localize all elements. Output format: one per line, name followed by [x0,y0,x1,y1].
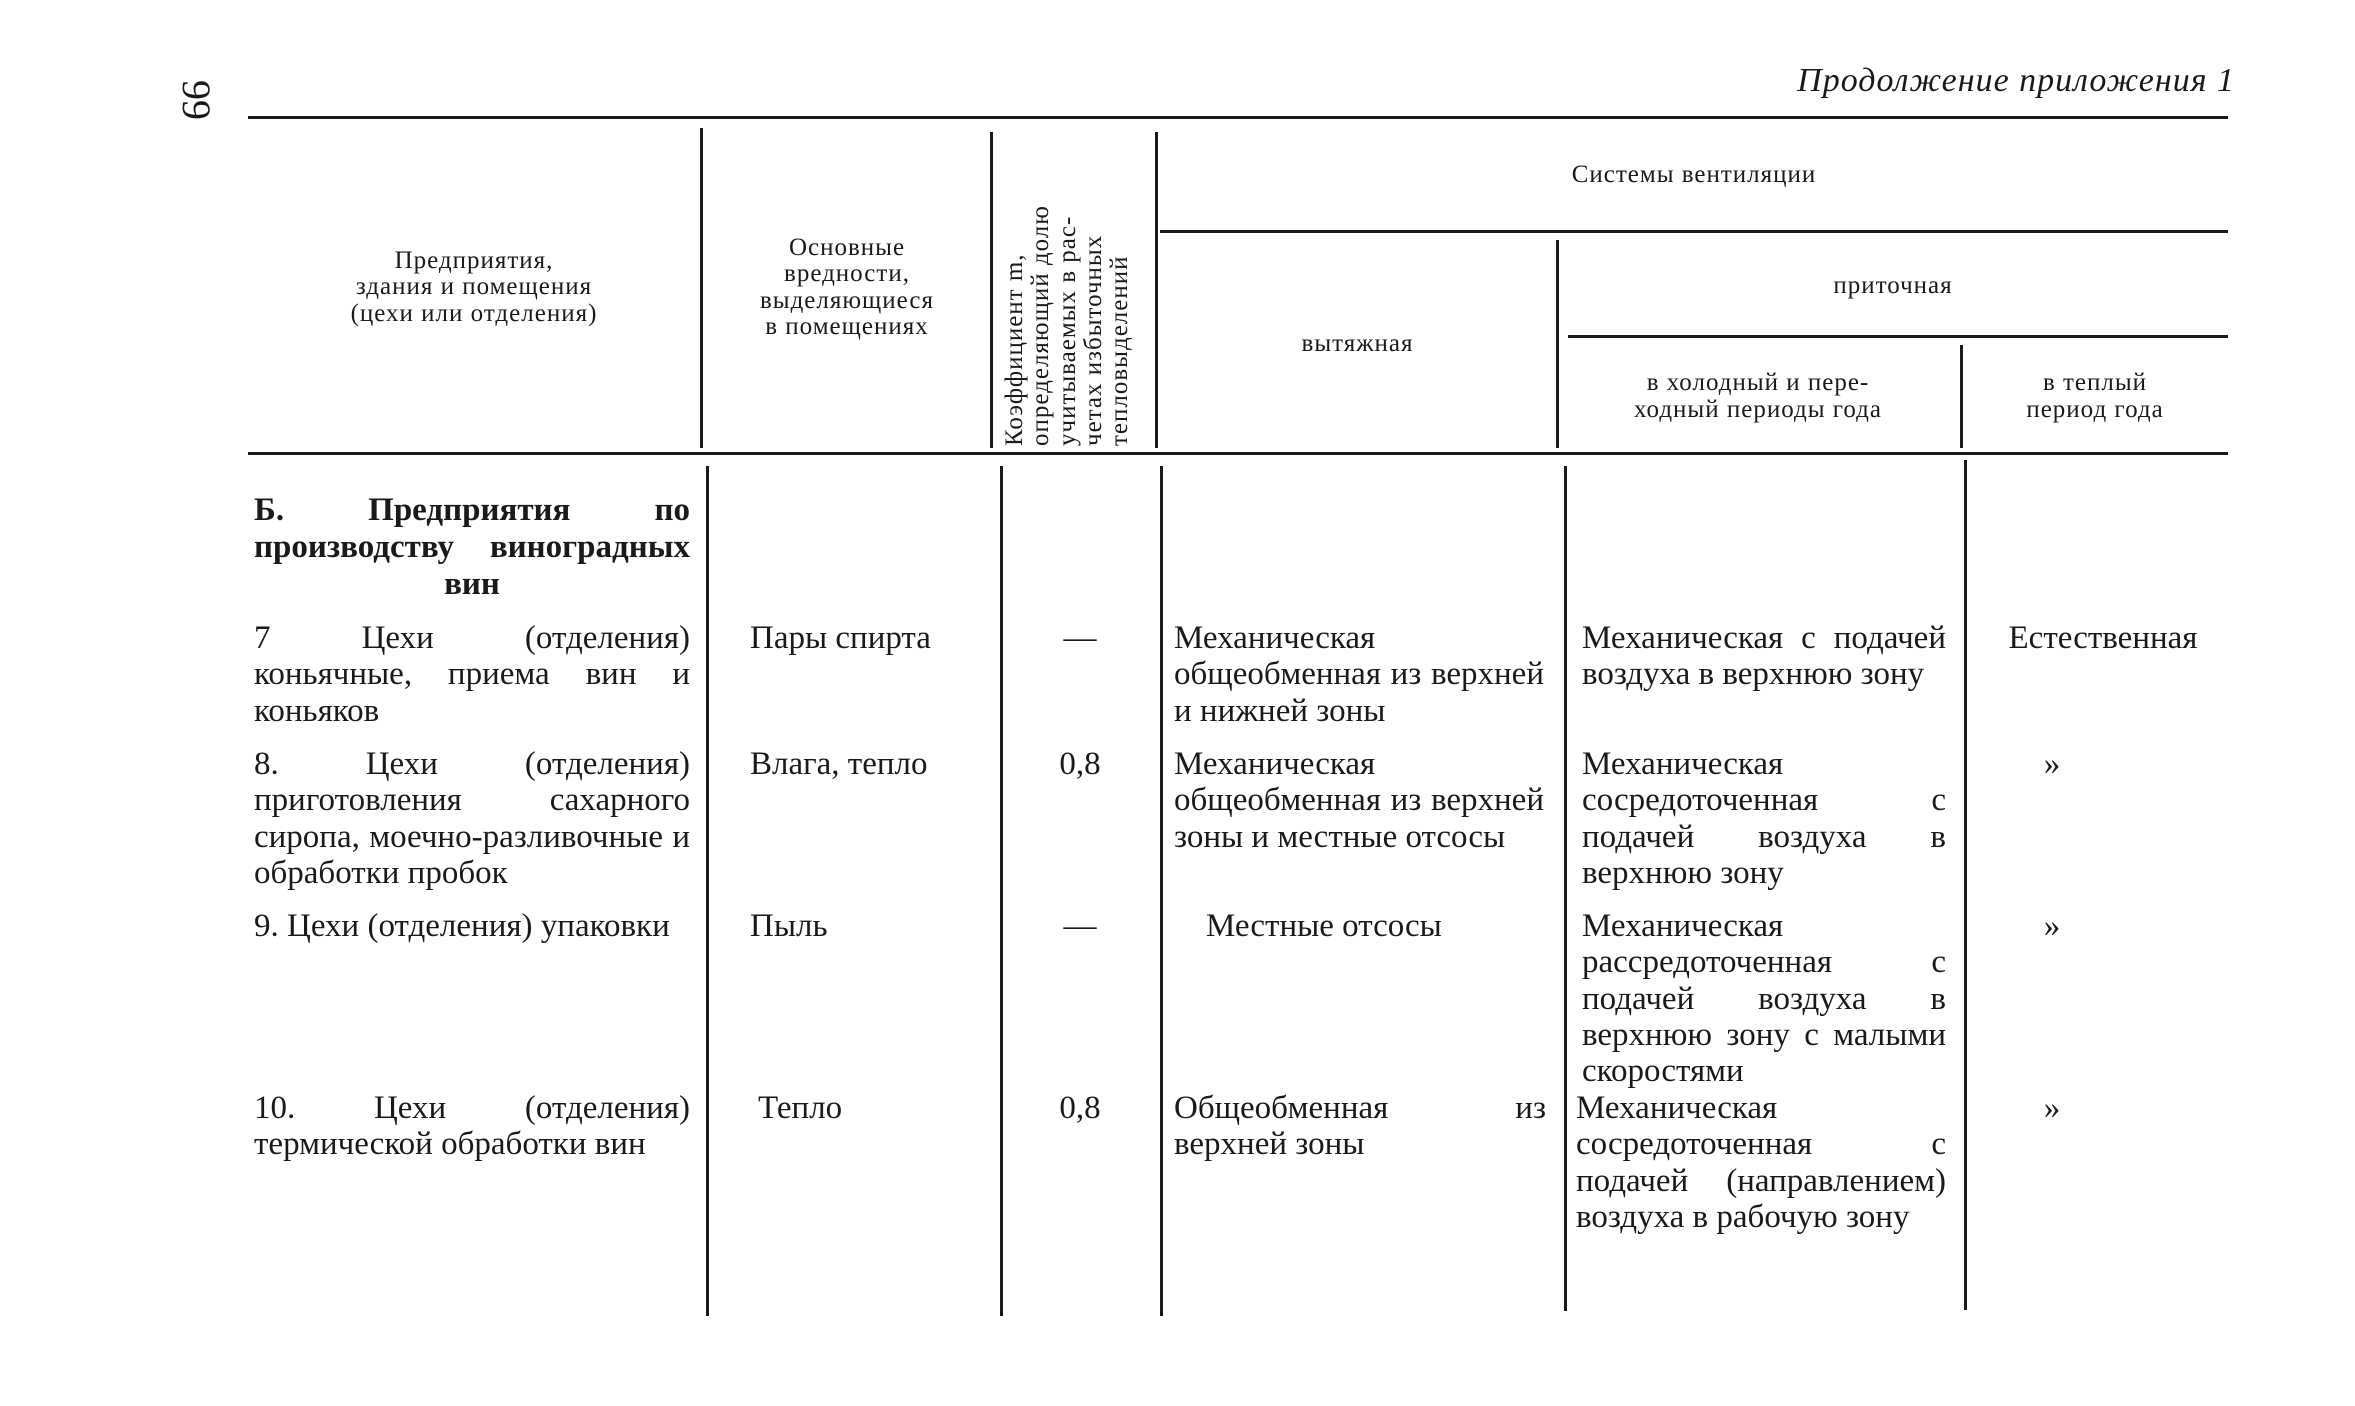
section-title: Б. Предприятия по производству виноградных вин [254,492,690,602]
header-supply-warm: в теплый период года [2026,369,2164,423]
row-9-supply-cold: Механическая рассредоточенная с подачей воздуха в верхнюю зону с малыми скоростями [1582,908,1946,1090]
row-7-premises: 7 Цехи (отделения) коньячные, приема вин и коньяков [254,620,690,729]
row-9-hazards: Пыль [750,908,828,944]
header-bottom-rule [248,452,2228,455]
row-8-supply-warm: » [2043,746,2061,782]
row-8-hazards: Влага, тепло [750,746,928,782]
row-9-premises: 9. Цехи (отделения) упаковки [254,908,670,944]
header-exhaust: вытяжная [1301,329,1414,357]
row-10-coefficient: 0,8 [1059,1090,1101,1126]
col-divider-5-head [1960,345,1963,448]
continuation-caption: Продолжение приложения 1 [1797,62,2235,99]
row-7-exhaust: Механическая общеобменная из верхней и нижней зоны [1174,620,1544,729]
row-10-premises: 10. Цехи (отделения) термической обработки вин [254,1090,690,1163]
row-7-supply-warm: Естественная [2008,620,2198,656]
row-7-supply-cold: Механическая с подачей воздуха в верхнюю зону [1582,620,1946,693]
col-divider-3-head [1155,132,1158,448]
supply-rule [1568,335,2228,338]
header-coefficient: Коэффициент m, определяющий долю учитываемых в рас- четах избыточных тепловыделений [1001,205,1133,446]
col-divider-4-body [1564,466,1567,1311]
row-8-supply-cold: Механическая сосредоточенная с подачей воздуха в верхнюю зону [1582,746,1946,891]
ventilation-rule [1160,230,2228,233]
row-10-hazards: Тепло [758,1090,843,1126]
row-10-exhaust: Общеобменная из верхней зоны [1174,1090,1546,1163]
header-hazards: Основные вредности, выделяющиеся в помещениях [759,234,934,340]
row-9-supply-warm: » [2043,908,2061,944]
row-10-supply-cold: Механическая сосредоточенная с подачей (направлением) воздуха в рабочую зону [1576,1090,1946,1235]
col-divider-5-body [1964,460,1967,1310]
row-8-exhaust: Механическая общеобменная из верхней зоны и местные отсосы [1174,746,1544,855]
top-rule [248,116,2228,119]
row-8-premises: 8. Цехи (отделения) приготовления сахарного сиропа, моечно-разливочные и обработки пробок [254,746,690,891]
header-supply: приточная [1833,271,1953,299]
col-divider-2-head [990,132,993,448]
row-9-coefficient: — [1063,908,1097,944]
row-7-hazards: Пары спирта [750,620,931,656]
col-divider-1-body [706,466,709,1316]
header-supply-cold: в холодный и пере- ходный периоды года [1634,369,1882,423]
col-divider-3-body [1160,466,1163,1316]
col-divider-1-head [700,128,703,448]
row-9-exhaust: Местные отсосы [1206,908,1442,944]
row-7-coefficient: — [1063,620,1097,656]
page-number: 99 [174,80,219,120]
header-ventilation-systems: Системы вентиляции [1571,160,1817,188]
header-premises: Предприятия, здания и помещения (цехи или отделения) [350,247,598,327]
row-10-supply-warm: » [2043,1090,2061,1126]
row-8-coefficient: 0,8 [1059,746,1101,782]
